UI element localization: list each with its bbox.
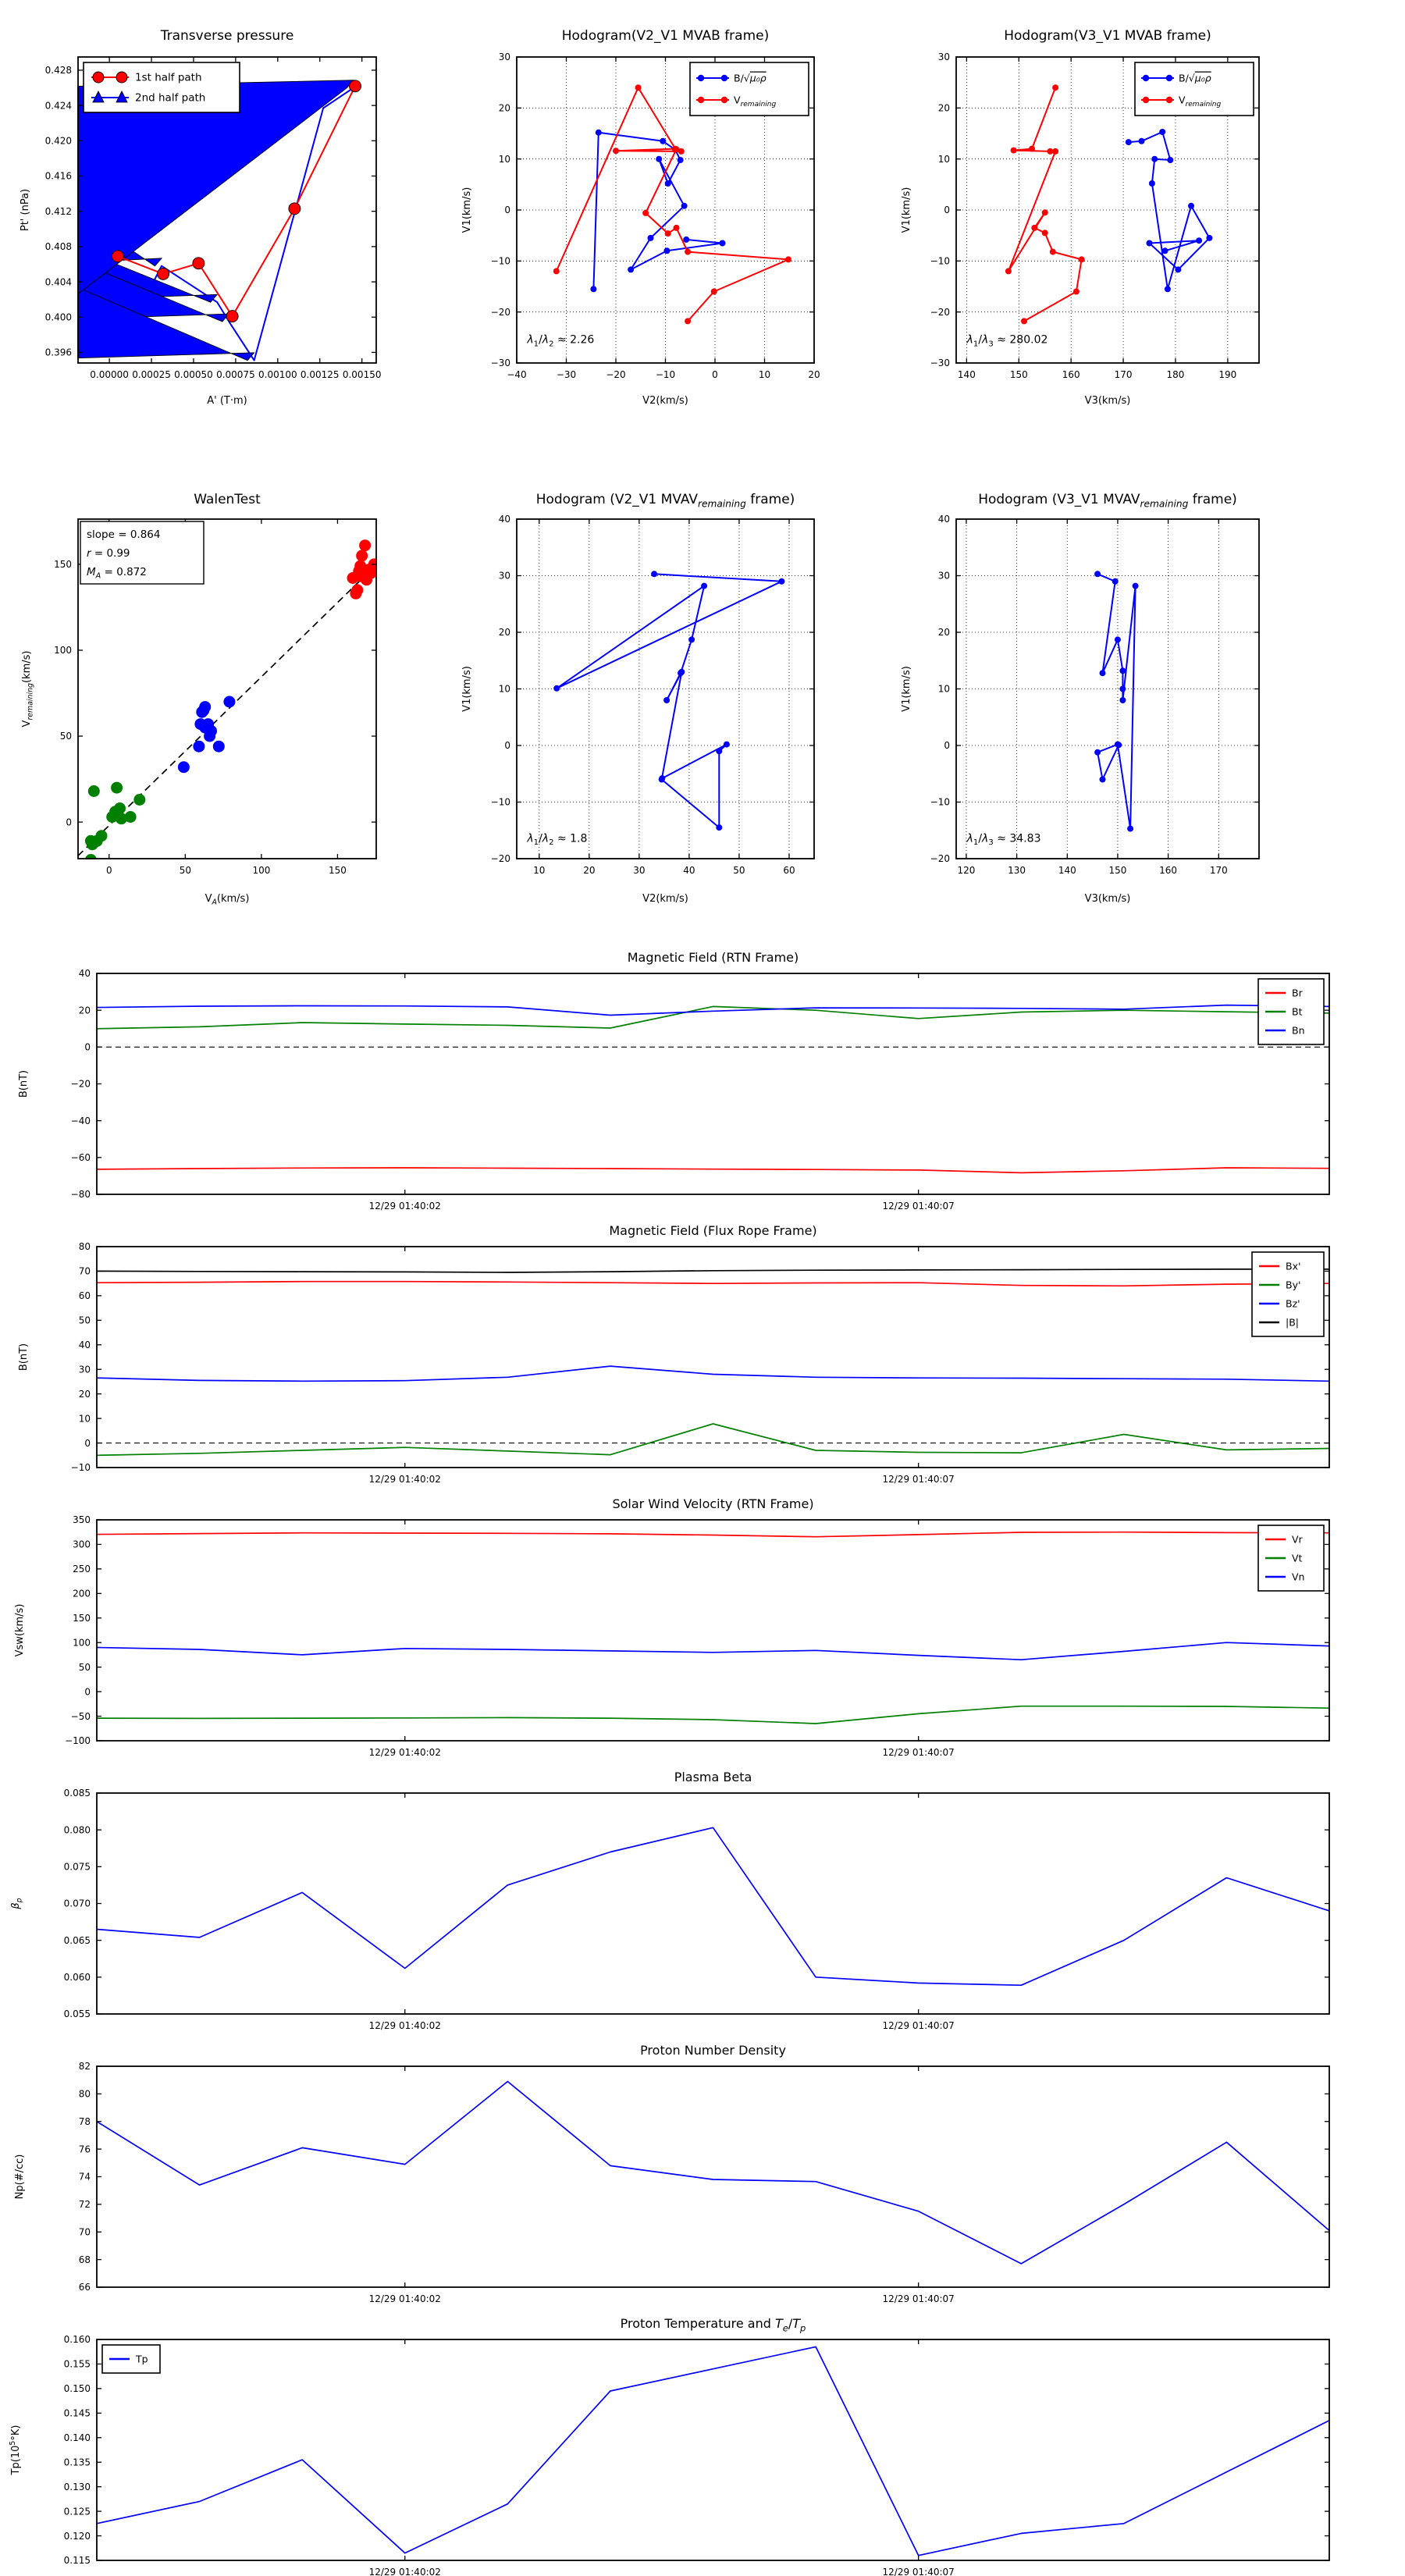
chart-hodogram-v2v1-mvab [437,0,874,476]
svg-text:12/29 01:40:02: 12/29 01:40:02 [368,1747,441,1758]
svg-text:150: 150 [1108,865,1127,876]
svg-text:VA(km/s): $V_A(km/s)$ [205,893,250,907]
svg-text:150: 150 [328,865,347,876]
svg-text:Proton Temperature and Te/Tp: Proton Temperature and $T_e/T_p$ [620,2316,806,2334]
svg-text:−10: −10 [655,369,676,380]
svg-text:−20: −20 [70,1078,91,1090]
svg-text:10: 10 [498,153,510,165]
svg-text:λ1/λ2 ≈ 1.8: $\lambda_1/\lambda_2 \approx 1.8$ [527,832,588,848]
svg-text:−20: −20 [490,853,510,865]
svg-text:−30: −30 [490,358,510,369]
svg-text:0.160: 0.160 [63,2334,91,2346]
svg-text:0: 0 [944,205,950,216]
svg-text:12/29 01:40:07: 12/29 01:40:07 [882,2020,955,2031]
chart-hodogram-v3v1-mvab [874,0,1405,476]
svg-text:12/29 01:40:07: 12/29 01:40:07 [882,1474,955,1485]
svg-text:200: 200 [73,1588,91,1599]
svg-text:0.416: 0.416 [44,170,72,182]
svg-text:74: 74 [78,2171,91,2183]
svg-text:0.085: 0.085 [63,1788,91,1799]
svg-text:0.065: 0.065 [63,1934,91,1946]
svg-text:0.075: 0.075 [63,1861,91,1873]
svg-text:30: 30 [78,1364,91,1375]
svg-text:B(nT): B(nT) [18,1069,30,1098]
chart-proton-temperature [0,2311,1405,2576]
svg-text:100: 100 [73,1637,91,1649]
svg-text:12/29 01:40:02: 12/29 01:40:02 [368,2020,441,2031]
svg-text:0.055: 0.055 [63,2008,91,2020]
svg-text:−20: −20 [490,306,510,318]
svg-text:−100: −100 [65,1735,91,1747]
svg-text:140: 140 [1058,865,1076,876]
svg-text:0.130: 0.130 [63,2481,91,2492]
svg-text:Tp: Tp [136,2353,148,2365]
svg-text:140: 140 [957,369,976,380]
svg-text:10: 10 [937,683,950,695]
svg-text:30: 30 [633,865,646,876]
svg-text:V3(km/s): V3(km/s) [1084,395,1131,407]
svg-text:V2(km/s): V2(km/s) [642,395,688,407]
svg-text:Vn: Vn [1292,1571,1305,1583]
svg-text:30: 30 [498,570,510,582]
chart-solar-wind-velocity [0,1491,1405,1764]
svg-text:0.00000: 0.00000 [90,369,129,380]
svg-text:50: 50 [179,865,191,876]
svg-text:Vt: Vt [1292,1552,1303,1564]
svg-text:V1(km/s): V1(km/s) [901,187,912,233]
svg-text:B(nT): B(nT) [18,1343,30,1372]
svg-text:B/√μ₀ρ: B/√μ₀ρ [734,72,767,84]
svg-text:66: 66 [78,2282,91,2293]
svg-text:0.155: 0.155 [63,2358,91,2370]
svg-text:0: 0 [944,740,950,752]
svg-text:12/29 01:40:07: 12/29 01:40:07 [882,2567,955,2576]
svg-text:Plasma Beta: Plasma Beta [674,1770,752,1784]
svg-text:0.420: 0.420 [44,135,72,147]
svg-text:0: 0 [84,1686,91,1698]
chart-hodogram-v2v1-mvav [437,484,874,945]
svg-text:−40: −40 [507,369,527,380]
svg-text:−40: −40 [70,1115,91,1126]
svg-text:40: 40 [498,514,510,525]
svg-text:0: 0 [504,205,510,216]
svg-text:80: 80 [78,1241,91,1253]
svg-text:40: 40 [683,865,695,876]
svg-text:20: 20 [498,102,510,114]
svg-text:1st half path: 1st half path [135,71,202,84]
svg-text:0.00125: 0.00125 [300,369,340,380]
svg-text:0.150: 0.150 [63,2383,91,2395]
svg-text:10: 10 [533,865,546,876]
svg-text:0.070: 0.070 [63,1898,91,1909]
svg-text:Bx': Bx' [1286,1260,1301,1272]
svg-text:Solar Wind Velocity (RTN Frame: Solar Wind Velocity (RTN Frame) [612,1496,814,1511]
svg-text:20: 20 [498,627,510,639]
svg-text:0.404: 0.404 [44,276,72,288]
svg-text:20: 20 [78,1388,91,1400]
svg-text:B/√μ₀ρ: B/√μ₀ρ [1179,72,1211,84]
svg-text:0.428: 0.428 [44,65,72,76]
svg-text:0: 0 [84,1041,91,1053]
svg-text:20: 20 [937,102,950,114]
svg-text:0.424: 0.424 [44,100,72,112]
svg-text:170: 170 [1114,369,1133,380]
svg-text:−20: −20 [930,306,950,318]
svg-text:40: 40 [78,968,91,980]
svg-text:130: 130 [1008,865,1026,876]
svg-text:MA = 0.872: $M_A = 0.872$ [87,566,147,581]
svg-text:βp: $\beta_p$ [10,1898,24,1909]
svg-text:Vsw(km/s): Vsw(km/s) [14,1603,26,1657]
svg-text:100: 100 [252,865,271,876]
svg-text:0.408: 0.408 [44,241,72,253]
svg-text:100: 100 [54,645,72,656]
svg-text:0.00150: 0.00150 [342,369,382,380]
svg-text:68: 68 [78,2254,91,2265]
svg-text:A' (T·m): A' (T·m) [207,395,247,407]
chart-hodogram-v3v1-mvav [874,484,1405,945]
svg-text:−60: −60 [70,1152,91,1164]
svg-text:−10: −10 [930,255,950,267]
svg-text:Np(#/cc): Np(#/cc) [14,2154,26,2200]
svg-text:Bt: Bt [1292,1005,1303,1018]
svg-text:0: 0 [105,865,112,876]
svg-text:160: 160 [1062,369,1080,380]
svg-text:Bz': Bz' [1286,1297,1300,1310]
svg-text:0.135: 0.135 [63,2457,91,2468]
svg-text:−50: −50 [70,1710,91,1722]
svg-text:82: 82 [78,2061,91,2073]
svg-text:0: 0 [712,369,718,380]
svg-text:20: 20 [583,865,596,876]
svg-text:10: 10 [78,1413,91,1425]
svg-text:V2(km/s): V2(km/s) [642,893,688,905]
svg-text:0.00100: 0.00100 [258,369,297,380]
chart-magnetic-field-flux-rope [0,1218,1405,1491]
svg-text:60: 60 [78,1290,91,1302]
svg-text:WalenTest: WalenTest [194,492,261,507]
svg-text:30: 30 [498,52,510,63]
svg-text:0: 0 [84,1437,91,1449]
svg-text:−20: −20 [606,369,626,380]
svg-text:Magnetic Field (Flux Rope Fram: Magnetic Field (Flux Rope Frame) [609,1223,817,1238]
svg-text:300: 300 [73,1539,91,1550]
svg-text:76: 76 [78,2144,91,2155]
svg-text:0.145: 0.145 [63,2407,91,2419]
svg-text:60: 60 [783,865,795,876]
svg-text:12/29 01:40:07: 12/29 01:40:07 [882,1201,955,1212]
svg-text:−30: −30 [556,369,577,380]
svg-text:12/29 01:40:02: 12/29 01:40:02 [368,2293,441,2304]
svg-text:150: 150 [54,559,72,571]
svg-text:0.140: 0.140 [63,2432,91,2443]
svg-text:190: 190 [1218,369,1237,380]
svg-text:Vremaining: $V_{remaining}$ [734,94,777,109]
svg-text:By': By' [1286,1279,1301,1291]
svg-text:0.396: 0.396 [44,347,72,358]
svg-text:V1(km/s): V1(km/s) [461,666,473,712]
svg-text:0.00025: 0.00025 [132,369,171,380]
svg-text:0.115: 0.115 [63,2555,91,2567]
svg-text:−30: −30 [930,358,950,369]
svg-text:0.400: 0.400 [44,311,72,323]
svg-text:20: 20 [937,627,950,639]
svg-text:70: 70 [78,1265,91,1277]
svg-text:30: 30 [937,52,950,63]
svg-text:180: 180 [1166,369,1185,380]
svg-text:20: 20 [78,1005,91,1016]
svg-text:0: 0 [504,740,510,752]
svg-text:2nd half path: 2nd half path [135,91,206,105]
svg-text:250: 250 [73,1564,91,1575]
svg-text:12/29 01:40:02: 12/29 01:40:02 [368,1201,441,1212]
svg-text:Proton Number Density: Proton Number Density [640,2043,786,2058]
svg-text:Hodogram (V2_V1 MVAVremaining: Hodogram (V2_V1 $MVAV_{remaining}$ frame) [535,492,795,510]
chart-magnetic-field-rtn [0,945,1405,1218]
svg-text:80: 80 [78,2088,91,2100]
svg-text:λ1/λ2 ≈ 2.26: $\lambda_1/\lambda_2 \approx 2.26$ [527,333,595,349]
svg-text:slope = 0.864: slope = 0.864 [87,528,161,541]
svg-text:50: 50 [78,1661,91,1673]
svg-text:12/29 01:40:07: 12/29 01:40:07 [882,1747,955,1758]
svg-text:12/29 01:40:02: 12/29 01:40:02 [368,2567,441,2576]
svg-text:40: 40 [78,1339,91,1350]
svg-text:0: 0 [66,817,72,828]
svg-text:0.125: 0.125 [63,2506,91,2517]
svg-text:|B|: |B| [1286,1316,1299,1329]
svg-text:50: 50 [78,1315,91,1326]
svg-text:0.412: 0.412 [44,205,72,217]
svg-text:λ1/λ3 ≈ 34.83: $\lambda_1/\lambda_3 \approx 34.83$ [966,832,1041,848]
svg-text:72: 72 [78,2199,91,2211]
svg-text:Magnetic Field (RTN Frame): Magnetic Field (RTN Frame) [627,950,799,965]
svg-text:40: 40 [937,514,950,525]
svg-text:Pt' (nPa): Pt' (nPa) [20,188,31,232]
svg-text:r = 0.99: r = 0.99 [87,547,130,560]
svg-text:50: 50 [59,731,72,742]
svg-text:70: 70 [78,2226,91,2238]
svg-text:350: 350 [73,1514,91,1526]
svg-text:−10: −10 [70,1462,91,1474]
svg-text:−10: −10 [490,796,510,808]
svg-text:150: 150 [73,1612,91,1624]
svg-text:10: 10 [758,369,771,380]
svg-text:Hodogram(V2_V1 MVAB frame): Hodogram(V2_V1 MVAB frame) [561,28,770,44]
svg-text:Bn: Bn [1292,1024,1305,1037]
svg-text:12/29 01:40:02: 12/29 01:40:02 [368,1474,441,1485]
chart-proton-number-density [0,2037,1405,2311]
svg-text:−20: −20 [930,853,950,865]
svg-text:120: 120 [957,865,976,876]
svg-text:20: 20 [808,369,820,380]
svg-text:0.060: 0.060 [63,1972,91,1984]
svg-text:78: 78 [78,2115,91,2127]
svg-text:V1(km/s): V1(km/s) [461,187,473,233]
svg-text:Vremaining: $V_{remaining}$ [1179,94,1222,109]
svg-text:160: 160 [1159,865,1178,876]
svg-text:12/29 01:40:07: 12/29 01:40:07 [882,2293,955,2304]
svg-text:Tp(105°K): $Tp(10^5^\circ K)$ [9,2425,22,2475]
svg-text:0.00075: 0.00075 [216,369,255,380]
chart-transverse-pressure [0,0,437,476]
svg-text:0.120: 0.120 [63,2530,91,2542]
svg-text:0.00050: 0.00050 [174,369,213,380]
svg-text:−10: −10 [490,255,510,267]
chart-walen-test [0,484,437,945]
svg-text:170: 170 [1209,865,1228,876]
svg-text:−80: −80 [70,1189,91,1201]
chart-plasma-beta [0,1764,1405,2037]
svg-text:V3(km/s): V3(km/s) [1084,893,1131,905]
svg-text:Hodogram (V3_V1 MVAVremaining: Hodogram (V3_V1 $MVAV_{remaining}$ frame) [978,492,1237,510]
svg-text:λ1/λ3 ≈ 280.02: $\lambda_1/\lambda_3 \approx 280.02$ [966,333,1048,349]
svg-text:V1(km/s): V1(km/s) [901,666,912,712]
svg-text:Vr: Vr [1292,1533,1303,1546]
svg-text:Hodogram(V3_V1 MVAB frame): Hodogram(V3_V1 MVAB frame) [1004,28,1211,44]
svg-text:50: 50 [733,865,745,876]
svg-text:150: 150 [1009,369,1028,380]
svg-text:Br: Br [1292,987,1303,999]
svg-text:30: 30 [937,570,950,582]
svg-text:Vremaining(km/s): $V_{remaining}(km/s)$ [21,650,35,728]
svg-text:Transverse pressure: Transverse pressure [160,28,294,44]
svg-text:−10: −10 [930,796,950,808]
svg-text:0.080: 0.080 [63,1824,91,1836]
svg-text:10: 10 [937,153,950,165]
svg-text:10: 10 [498,683,510,695]
